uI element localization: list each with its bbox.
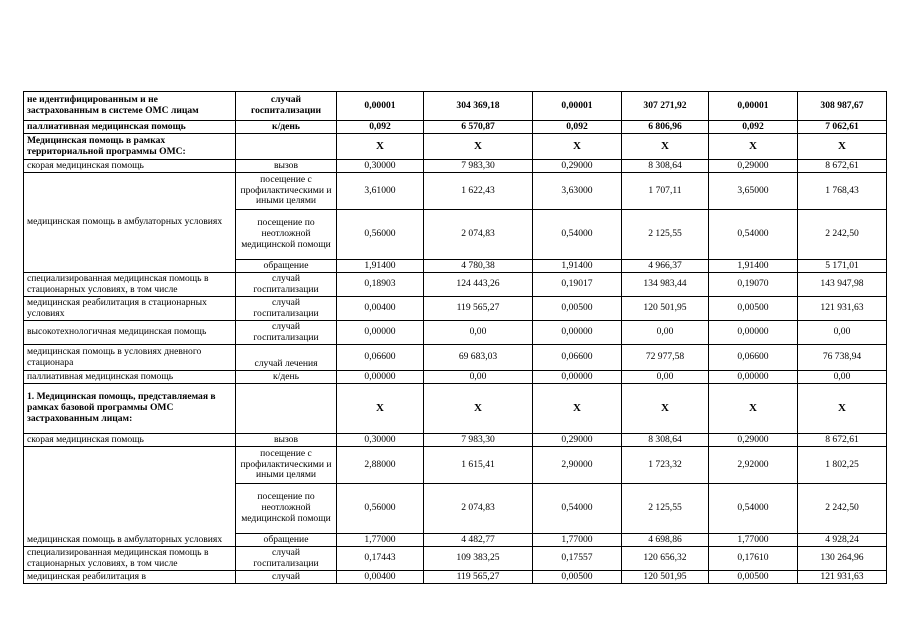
cell-value: 3,61000 xyxy=(337,173,424,210)
table-row xyxy=(24,160,887,173)
row-unit: случай госпитализации xyxy=(236,92,337,121)
row-unit: посещение с профилактическими и иными целями xyxy=(236,447,337,484)
cell-value: 0,06600 xyxy=(337,345,424,371)
cell-value: 6 806,96 xyxy=(622,121,709,134)
cell-value: 8 672,61 xyxy=(798,434,887,447)
cell-value: 0,00000 xyxy=(709,321,798,345)
cell-value: Х xyxy=(622,384,709,434)
cell-value: 143 947,98 xyxy=(798,273,887,297)
row-label: 1. Медицинская помощь, представляемая в рамках базовой программы ОМС застрахованным лицам: xyxy=(24,384,236,434)
cell-value: 121 931,63 xyxy=(798,571,887,584)
cell-value: 1,91400 xyxy=(533,260,622,273)
cell-value: 120 501,95 xyxy=(622,571,709,584)
cell-value: 1,77000 xyxy=(533,534,622,547)
cell-value: 2,88000 xyxy=(337,447,424,484)
cell-value: 0,00000 xyxy=(337,321,424,345)
cell-value: 0,29000 xyxy=(533,434,622,447)
cell-value: 8 308,64 xyxy=(622,434,709,447)
row-label: скорая медицинская помощь xyxy=(24,434,236,447)
cell-value: 4 698,86 xyxy=(622,534,709,547)
cell-value: 0,00 xyxy=(622,371,709,384)
row-label: медицинская реабилитация в стационарных условиях xyxy=(24,297,236,321)
cell-value: 2,90000 xyxy=(533,447,622,484)
cell-value: 0,06600 xyxy=(709,345,798,371)
row-label: Медицинская помощь в рамках территориальной программы ОМС: xyxy=(24,134,236,160)
cell-value: 0,00001 xyxy=(533,92,622,121)
cell-value: 120 656,32 xyxy=(622,547,709,571)
table-row xyxy=(24,173,887,210)
cell-value: 0,00000 xyxy=(709,371,798,384)
cell-value: 0,092 xyxy=(709,121,798,134)
cell-value: 0,092 xyxy=(533,121,622,134)
cell-value: 2 125,55 xyxy=(622,484,709,534)
cell-value: 69 683,03 xyxy=(424,345,533,371)
row-unit: обращение xyxy=(236,260,337,273)
cell-value: 134 983,44 xyxy=(622,273,709,297)
cell-value: 109 383,25 xyxy=(424,547,533,571)
cell-value: 0,29000 xyxy=(533,160,622,173)
cell-value: 0,00001 xyxy=(709,92,798,121)
cell-value: 1 615,41 xyxy=(424,447,533,484)
row-label: не идентифицированным и не застрахованным в системе ОМС лицам xyxy=(24,92,236,121)
cell-value: 0,29000 xyxy=(709,160,798,173)
table-row xyxy=(24,547,887,571)
cell-value: 1,91400 xyxy=(709,260,798,273)
row-unit: обращение xyxy=(236,534,337,547)
cell-value: 0,56000 xyxy=(337,210,424,260)
cell-value: 0,30000 xyxy=(337,160,424,173)
cell-value: 0,00 xyxy=(798,321,887,345)
cell-value: 1 723,32 xyxy=(622,447,709,484)
cell-value: 3,65000 xyxy=(709,173,798,210)
cell-value: 0,00 xyxy=(798,371,887,384)
cell-value: Х xyxy=(622,134,709,160)
cell-value: 1 622,43 xyxy=(424,173,533,210)
cell-value: 0,17557 xyxy=(533,547,622,571)
table-row xyxy=(24,321,887,345)
cell-value: 1 802,25 xyxy=(798,447,887,484)
cell-value: 3,63000 xyxy=(533,173,622,210)
cell-value: 0,17610 xyxy=(709,547,798,571)
row-label: медицинская реабилитация в xyxy=(24,571,236,584)
cell-value: Х xyxy=(709,384,798,434)
cell-value: 2,92000 xyxy=(709,447,798,484)
cell-value: 120 501,95 xyxy=(622,297,709,321)
table-row xyxy=(24,384,887,434)
cell-value: 72 977,58 xyxy=(622,345,709,371)
cell-value: 2 125,55 xyxy=(622,210,709,260)
cell-value: 4 966,37 xyxy=(622,260,709,273)
cell-value: 124 443,26 xyxy=(424,273,533,297)
cell-value: 0,29000 xyxy=(709,434,798,447)
cell-value: 0,19017 xyxy=(533,273,622,297)
cell-value: 1,77000 xyxy=(709,534,798,547)
row-unit: случай госпитализации xyxy=(236,547,337,571)
row-unit: посещение по неотложной медицинской помощи xyxy=(236,210,337,260)
cell-value: 0,56000 xyxy=(337,484,424,534)
cell-value: 0,17443 xyxy=(337,547,424,571)
table-row xyxy=(24,571,887,584)
cell-value: Х xyxy=(424,384,533,434)
cell-value: 1 707,11 xyxy=(622,173,709,210)
row-label: высокотехнологичная медицинская помощь xyxy=(24,321,236,345)
table-row xyxy=(24,345,887,371)
cell-value: 1 768,43 xyxy=(798,173,887,210)
cell-value: 7 983,30 xyxy=(424,160,533,173)
row-unit: случай лечения xyxy=(236,345,337,371)
cell-value: Х xyxy=(424,134,533,160)
cell-value: 0,00400 xyxy=(337,571,424,584)
row-unit: вызов xyxy=(236,160,337,173)
cell-value: 76 738,94 xyxy=(798,345,887,371)
table-row xyxy=(24,434,887,447)
row-unit: к/день xyxy=(236,371,337,384)
cell-value: Х xyxy=(533,384,622,434)
cell-value: 0,54000 xyxy=(533,210,622,260)
cell-value: 0,00000 xyxy=(337,371,424,384)
cell-value: Х xyxy=(709,134,798,160)
cell-value: 0,00500 xyxy=(709,571,798,584)
row-label: медицинская помощь в амбулаторных условиях xyxy=(24,173,236,273)
cell-value: 130 264,96 xyxy=(798,547,887,571)
cell-value: 0,00 xyxy=(622,321,709,345)
row-unit: к/день xyxy=(236,121,337,134)
cell-value: 0,00500 xyxy=(533,297,622,321)
norms-table xyxy=(23,91,887,584)
cell-value: 307 271,92 xyxy=(622,92,709,121)
row-unit: посещение по неотложной медицинской помощи xyxy=(236,484,337,534)
cell-value: Х xyxy=(337,134,424,160)
cell-value: 2 242,50 xyxy=(798,210,887,260)
row-label: паллиативная медицинская помощь xyxy=(24,121,236,134)
cell-value: 2 242,50 xyxy=(798,484,887,534)
table-row xyxy=(24,371,887,384)
row-unit: вызов xyxy=(236,434,337,447)
cell-value: 6 570,87 xyxy=(424,121,533,134)
cell-value: 0,00000 xyxy=(533,321,622,345)
cell-value: Х xyxy=(337,384,424,434)
cell-value: 0,30000 xyxy=(337,434,424,447)
cell-value: 2 074,83 xyxy=(424,210,533,260)
table-row xyxy=(24,273,887,297)
cell-value: 0,06600 xyxy=(533,345,622,371)
cell-value: Х xyxy=(533,134,622,160)
cell-value: Х xyxy=(798,384,887,434)
row-unit: посещение с профилактическими и иными целями xyxy=(236,173,337,210)
cell-value: 5 171,01 xyxy=(798,260,887,273)
cell-value: 0,00500 xyxy=(709,297,798,321)
row-unit: случай госпитализации xyxy=(236,273,337,297)
row-unit xyxy=(236,384,337,434)
table-row xyxy=(24,134,887,160)
cell-value: 0,00 xyxy=(424,321,533,345)
row-unit: случай xyxy=(236,571,337,584)
table-row xyxy=(24,121,887,134)
row-label: медицинская помощь в условиях дневного стационара xyxy=(24,345,236,371)
cell-value: 1,91400 xyxy=(337,260,424,273)
cell-value: 2 074,83 xyxy=(424,484,533,534)
cell-value: 119 565,27 xyxy=(424,571,533,584)
row-label: скорая медицинская помощь xyxy=(24,160,236,173)
cell-value: 0,00 xyxy=(424,371,533,384)
row-unit: случай госпитализации xyxy=(236,297,337,321)
cell-value: 4 482,77 xyxy=(424,534,533,547)
cell-value: 4 780,38 xyxy=(424,260,533,273)
cell-value: 8 308,64 xyxy=(622,160,709,173)
cell-value: 4 928,24 xyxy=(798,534,887,547)
row-unit xyxy=(236,134,337,160)
cell-value: 7 983,30 xyxy=(424,434,533,447)
cell-value: 121 931,63 xyxy=(798,297,887,321)
row-label: паллиативная медицинская помощь xyxy=(24,371,236,384)
cell-value: 0,54000 xyxy=(709,210,798,260)
cell-value: 0,00400 xyxy=(337,297,424,321)
row-label: специализированная медицинская помощь в стационарных условиях, в том числе xyxy=(24,273,236,297)
cell-value: 304 369,18 xyxy=(424,92,533,121)
cell-value: 0,092 xyxy=(337,121,424,134)
cell-value: 0,00500 xyxy=(533,571,622,584)
table-row xyxy=(24,447,887,484)
cell-value: 308 987,67 xyxy=(798,92,887,121)
table-row xyxy=(24,92,887,121)
cell-value: 1,77000 xyxy=(337,534,424,547)
table-row xyxy=(24,297,887,321)
cell-value: 119 565,27 xyxy=(424,297,533,321)
cell-value: 0,54000 xyxy=(533,484,622,534)
cell-value: 8 672,61 xyxy=(798,160,887,173)
row-label: специализированная медицинская помощь в стационарных условиях, в том числе xyxy=(24,547,236,571)
row-unit: случай госпитализации xyxy=(236,321,337,345)
cell-value: 0,00001 xyxy=(337,92,424,121)
row-label: медицинская помощь в амбулаторных условиях xyxy=(24,447,236,547)
cell-value: Х xyxy=(798,134,887,160)
cell-value: 0,54000 xyxy=(709,484,798,534)
cell-value: 7 062,61 xyxy=(798,121,887,134)
cell-value: 0,18903 xyxy=(337,273,424,297)
cell-value: 0,00000 xyxy=(533,371,622,384)
cell-value: 0,19070 xyxy=(709,273,798,297)
